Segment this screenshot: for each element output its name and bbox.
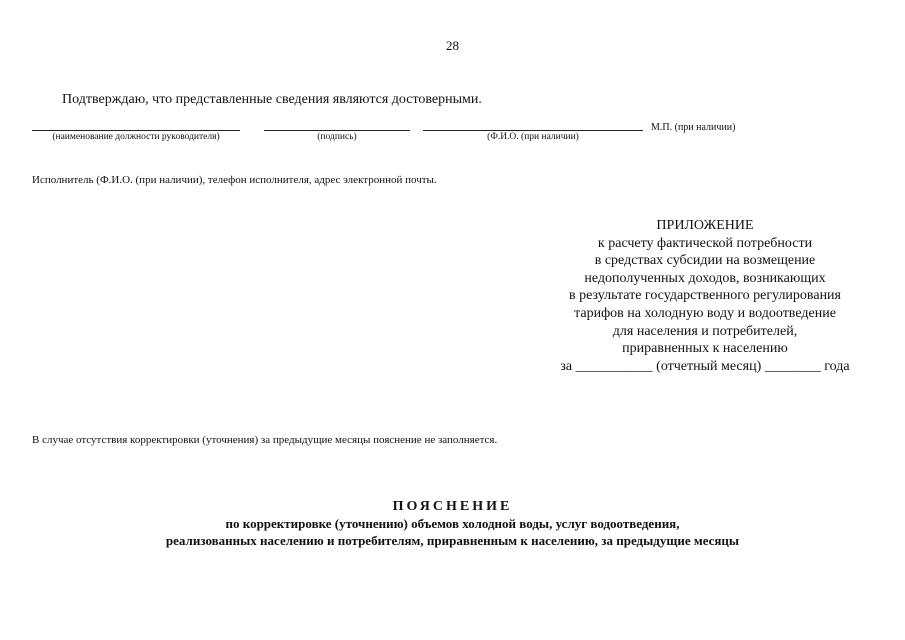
name-caption: (Ф.И.О. (при наличии) bbox=[487, 132, 579, 142]
page-number: 28 bbox=[446, 38, 459, 53]
explanation-subtitle-line1: по корректировке (уточнению) объемов холодной воды, услуг водоотведения, bbox=[225, 516, 680, 531]
explanation-subtitle-line2: реализованных населению и потребителям, приравненным к населению, за предыдущие месяцы bbox=[165, 533, 740, 548]
signature-line bbox=[264, 130, 410, 131]
appendix-line: в результате государственного регулирования bbox=[569, 288, 841, 304]
position-signature-line bbox=[32, 130, 240, 131]
appendix-line: к расчету фактической потребности bbox=[597, 235, 813, 251]
explanation-title: ПОЯСНЕНИЕ bbox=[392, 499, 513, 514]
position-caption: (наименование должности руководителя) bbox=[52, 132, 220, 142]
appendix-line: тарифов на холодную воду и водоотведение bbox=[574, 305, 836, 321]
appendix-line: для населения и потребителей, bbox=[612, 323, 798, 339]
appendix-block bbox=[545, 217, 865, 375]
executor-line: Исполнитель (Ф.И.О. (при наличии), телефон исполнителя, адрес электронной почты. bbox=[32, 174, 437, 186]
stamp-label: М.П. (при наличии) bbox=[651, 122, 736, 133]
note-text: В случае отсутствия корректировки (уточнения) за предыдущие месяцы пояснение не заполняется. bbox=[32, 434, 498, 446]
explanation-block bbox=[0, 499, 905, 549]
appendix-line: приравненных к населению bbox=[622, 341, 788, 357]
appendix-title: ПРИЛОЖЕНИЕ bbox=[656, 218, 754, 233]
appendix-line: недополученных доходов, возникающих bbox=[584, 270, 826, 286]
appendix-line: в средствах субсидии на возмещение bbox=[594, 253, 816, 269]
confirmation-text: Подтверждаю, что представленные сведения являются достоверными. bbox=[62, 92, 482, 107]
appendix-period-line: за ___________ (отчетный месяц) ________ года bbox=[560, 358, 850, 374]
name-signature-line bbox=[423, 130, 643, 131]
signature-caption: (подпись) bbox=[317, 132, 357, 142]
